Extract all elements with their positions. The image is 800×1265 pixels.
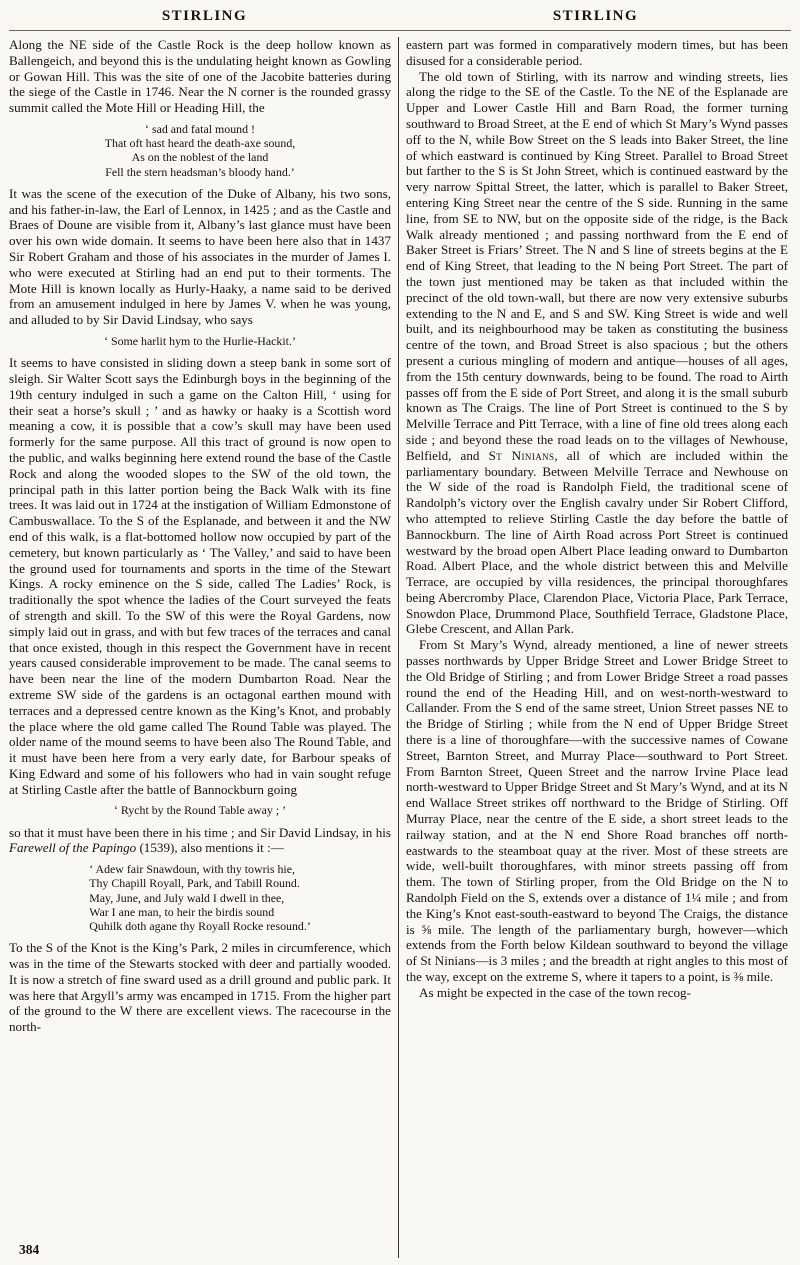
paragraph-text: so that it must have been there in his time ; and Sir David Lindsay, in his — [9, 824, 391, 840]
paragraph-text: (1539), also mentions it :— — [136, 840, 284, 856]
page-number: 384 — [19, 1242, 40, 1257]
verse-quote-snawdoun — [89, 862, 311, 933]
verse-line: ‘ Adew fair Snawdoun, with thy towris hie, — [89, 862, 295, 877]
column-divider — [398, 37, 399, 1258]
verse-line: War I ane man, to heir the birdis sound — [89, 904, 275, 919]
verse-line: ‘ Some harlit hym to the Hurlie-Hackit.’ — [104, 333, 296, 348]
verse-line: May, June, and July wald I dwell in thee, — [89, 890, 285, 905]
paragraph — [406, 69, 788, 638]
paragraph: It seems to have consisted in sliding down a steep bank in some sort of sleigh. Sir Walter Scott says the Edinburgh boys in the beginning of the 19th century indulged in such a game on the Calton Hill, ‘ using for their seat a horse’s skull ; ’ and as hawky or haaky is a Scottish word meaning a cow, it is possible that a cow’s skull may have been used formerly for the same purpose. All this tract of ground is now open to the public, and walks beginning here extend round the base of the Castle Rock and along the wooded slopes to the SW of the old town, the principal path in this latter portion being the Back Walk with its fine trees. It was laid out in 1724 at the instigation of William Edmonstone of Cambuswallace. To the S of the Esplanade, and between it and the NW end of this walk, is a flat-bottomed hollow now occupied by part of the cemetery, but known particularly as ‘ The Valley,’ and said to have been the ground used for tournaments and sports in the time of the Stewart Kings. A rocky eminence on the S side, called The Ladies’ Rock, is traditionally the spot whence the ladies of the Court surveyed the feats of strength and skill. To the SW of this were the Royal Gardens, now simply laid out in grass, and with but few traces of the terraces and canal that once existed, though in this respect the Government have in recent years caused considerable improvement to be made. The canal seems to have been near the line of the modern Dumbarton Road. Near the extreme SW side of the gardens is an octagonal earthen mound with terraces and a depressed centre known as the King’s Knot, and probably the place where the old game called The Round Table was played. The older name of the mound seems to have been also The Round Table, and it must have been here from a very early date, for Barbour speaks of King Edward and some of his followers who had in vain sought refuge at Stirling Castle after the battle of Bannockburn going — [9, 355, 391, 797]
verse-line: ‘ Rycht by the Round Table away ; ’ — [113, 803, 287, 818]
verse-line: Quhilk doth agane thy Royall Rocke resound.’ — [89, 919, 311, 934]
running-head-right: STIRLING — [552, 8, 639, 24]
running-head-left: STIRLING — [161, 8, 248, 24]
paragraph-text: , all of which are included within the parliamentary boundary. Between Melville Terrace and Newhouse on the W side of the road is Randolph Field, the traditional scene of Randolph’s victory over the English cavalry under Sir Robert Clifford, who attempted to relieve Stirling Castle the day before the battle of Bannockburn. The line of Airth Road across Port Street is continued westward by the broad open Albert Place leading onward to Dumbarton Road. Albert Place, and the whole district between this and Melville Terrace, are occupied by villa residences, the principal thoroughfares being Abercromby Place, Clarendon Place, Victoria Place, Park Terrace, Snowdon Place, Drummond Place, Southfield Terrace, Gladstone Place, Glebe Crescent, and Allan Park. — [406, 447, 788, 637]
paragraph-text: The old town of Stirling, with its narrow and winding streets, lies along the ridge to the SE of the Castle. To the NE of the Esplanade are Upper and Lower Castle Hill and Barn Road, the former turning southward to Broad Street, at the E end of which St Mary’s Wynd passes off to the N, while Bow Street on the S leads into Baker Street, the line of which eastward is continued by King Street. Parallel to Broad Street but farther to the S is St John Street, which is continued eastward by the very narrow Spittal Street, the latter, which is parallel to Baker Street, entering King Street near the centre of the S side. Running in the same line, from SE to NW, but on the opposite side of the ridge, is the Back Walk already mentioned ; and passing northward from the E end of Baker Street is Friars’ Street. The N and S line of streets begins at the E end of King Street, that leading to the N being Port Street. The part of the town just mentioned may be taken as that included within the precinct of the old town-wall, but there are now very extensive suburbs extending to the N and E, and S and SW. King Street is wide and well built, and its neighbourhood may be taken as constituting the business centre of the town, and Broad Street is also spacious ; but the others present a curious mingling of modern and antique—houses of all ages, from the 15th century downwards, being to be found. The road to Airth passes off from the E side of Port Street, and along it is the small suburb known as The Craigs. The line of Port Street is continued to the S by Melville Terrace and Pitt Terrace, with a line of fine old trees along each side ; and beyond these the road leads on to the villages of Newhouse, Belfield, and — [406, 68, 788, 463]
verse-line: ‘ sad and fatal mound ! — [145, 121, 255, 136]
paragraph: From St Mary’s Wynd, already mentioned, a line of newer streets passes northwards by Upper Bridge Street and Lower Bridge Street to the Old Bridge of Stirling ; and from Lower Bridge Street a road passes round the end of the Heading Hill, and on west-north-westward to Callander. From the S end of the same street, Union Street passes NE to the Bridge of Stirling ; while from the N end of Upper Bridge Street there is a line of thoroughfare—with the successive names of Cowane Street, Barnton Street, and Murray Place—southward to Port Street. From Barnton Street, Queen Street and the narrow Irvine Place lead north-westward to Upper Bridge Street and St Mary’s Wynd, and at its N end Wallace Street strikes off northward to the Bridge of Stirling. Off Murray Place, near the centre of the E side, a short street leads to the railway station, and at the N end Shore Road branches off north-eastwards to the steamboat quay at the river. Most of these streets are wide, well-built thoroughfares, with minor streets passing off from them. The town of Stirling proper, from the Old Bridge on the N to Randolph Field on the S, extends over a distance of 1¼ mile ; and from the King’s Knot east-south-eastward to beyond The Craigs, the distance is ⅝ mile. The length of the parliamentary burgh, however—which extends from the Forth below Kildean southward to beyond the village of St Ninians—is 3 miles ; and the breadth at right angles to this most of the way, except on the extreme S, where it tapers to a point, is ⅜ mile. — [406, 637, 788, 985]
verse-quote-mote-hill — [9, 122, 391, 179]
paragraph — [9, 825, 391, 857]
left-column — [9, 37, 391, 1258]
paragraph: It was the scene of the execution of the Duke of Albany, his two sons, and his father-in-law, the Earl of Lennox, in 1425 ; and as the Castle and Braes of Doune are visible from it, Albany’s last glance must have been over his own wide domain. It seems to have been here also that in 1437 Sir Robert Graham and those of his associates in the murder of James I. who were executed at Stirling had an end put to their torments. The Mote Hill is known locally as Hurly-Haaky, a name said to be derived from an amusement indulged in here by James V. when he was young, and alluded to by Sir David Lindsay, who says — [9, 185, 391, 328]
verse-line: Thy Chapill Royall, Park, and Tabill Round. — [89, 876, 300, 891]
right-column — [406, 37, 788, 1258]
verse-line: That oft hast heard the death-axe sound, — [104, 136, 296, 151]
paragraph: To the S of the Knot is the King’s Park, 2 miles in circumference, which was in the time of the Stewarts stocked with deer and partially wooded. It is now a stretch of fine sward used as a drill ground and public park. It was here that Argyll’s army was encamped in 1715. From the higher part of the ground to the W there are excellent views. The racecourse in the north- — [9, 940, 391, 1035]
paragraph: As might be expected in the case of the town recog- — [419, 984, 691, 1000]
running-heads — [9, 8, 791, 25]
paragraph: Along the NE side of the Castle Rock is the deep hollow known as Ballengeich, and beyond this is the undulating height known as Gowling or Gowan Hill. This was the site of one of the Jacobite batteries during the siege of the Castle in 1746. Near the N corner is the rounded grassy summit called the Mote Hill or Heading Hill, the — [9, 37, 391, 116]
paragraph: eastern part was formed in comparatively modern times, but has been disused for a considerable period. — [406, 37, 788, 68]
header-rule — [9, 30, 791, 31]
verse-line: As on the noblest of the land — [131, 150, 269, 165]
smallcaps-place-name: St Ninians — [488, 447, 555, 463]
verse-quote-hurlie-hackit — [9, 334, 391, 348]
two-column-text — [9, 37, 791, 1258]
verse-line: Fell the stern headsman’s bloody hand.’ — [105, 164, 295, 179]
verse-quote-round-table — [9, 803, 391, 817]
italic-work-title: Farewell of the Papingo — [9, 840, 137, 856]
